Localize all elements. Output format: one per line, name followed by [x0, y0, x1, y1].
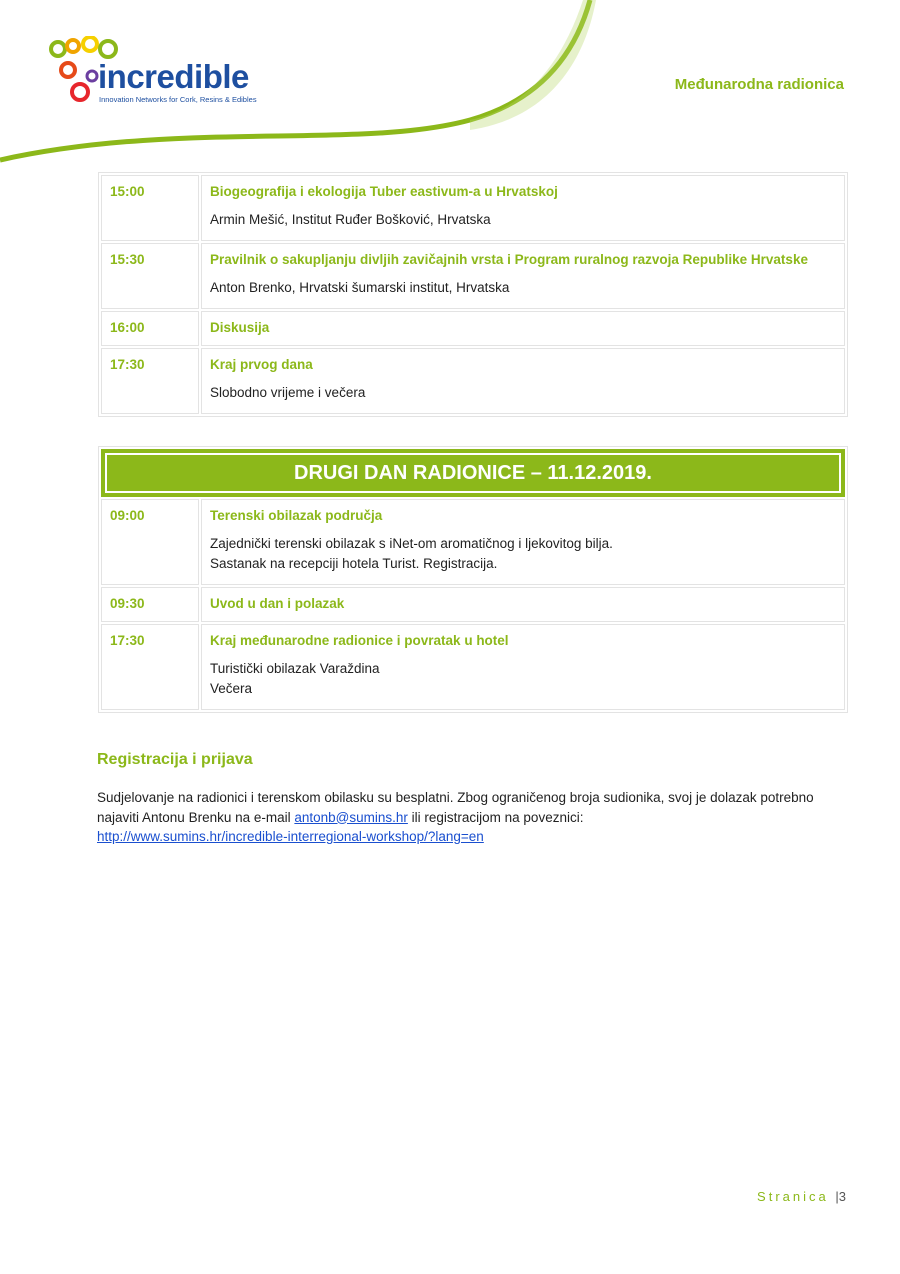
schedule-detail-line: Armin Mešić, Institut Ruđer Bošković, Hrvatska	[210, 212, 491, 227]
schedule-details	[210, 278, 836, 298]
schedule-row	[101, 311, 845, 346]
schedule-time: 17:30	[101, 624, 199, 710]
registration-text	[97, 788, 817, 847]
schedule-description	[201, 624, 845, 710]
registration-link[interactable]: http://www.sumins.hr/incredible-interregional-workshop/?lang=en	[97, 829, 484, 844]
schedule-time: 15:00	[101, 175, 199, 241]
day2-banner-row	[101, 449, 845, 497]
schedule-title: Uvod u dan i polazak	[210, 596, 345, 611]
registration-heading: Registracija i prijava	[97, 751, 253, 768]
schedule-details	[210, 210, 836, 230]
schedule-title: Pravilnik o sakupljanju divljih zavičajnih vrsta i Program ruralnog razvoja Republike Hrvatske	[210, 252, 808, 267]
registration-text-part2: ili registracijom na poveznici:	[407, 809, 584, 825]
page-footer	[757, 1189, 846, 1204]
page-header-title: Međunarodna radionica	[674, 76, 844, 93]
schedule-time: 15:30	[101, 243, 199, 309]
schedule-details	[210, 534, 836, 574]
schedule-time: 17:30	[101, 348, 199, 414]
schedule-title: Kraj prvog dana	[210, 357, 313, 372]
schedule-details	[210, 383, 836, 403]
schedule-row	[101, 348, 845, 414]
schedule-row	[101, 499, 845, 585]
schedule-description	[201, 311, 845, 346]
footer-separator: |	[835, 1189, 839, 1204]
schedule-details	[210, 659, 836, 699]
logo-tagline: Innovation Networks for Cork, Resins & Edibles	[99, 95, 257, 104]
schedule-title: Terenski obilazak područja	[210, 508, 383, 523]
schedule-description	[201, 587, 845, 622]
schedule-description	[201, 499, 845, 585]
day1-schedule-table	[98, 172, 848, 417]
day2-banner: DRUGI DAN RADIONICE – 11.12.2019.	[105, 453, 841, 493]
schedule-row	[101, 243, 845, 309]
schedule-detail-line: Večera	[210, 681, 253, 696]
email-link[interactable]: antonb@sumins.hr	[294, 809, 408, 825]
schedule-title: Kraj međunarodne radionice i povratak u hotel	[210, 633, 509, 648]
schedule-time: 16:00	[101, 311, 199, 346]
schedule-description	[201, 348, 845, 414]
schedule-time: 09:30	[101, 587, 199, 622]
schedule-detail-line: Anton Brenko, Hrvatski šumarski institut, Hrvatska	[210, 280, 510, 295]
schedule-title: Diskusija	[210, 320, 270, 335]
schedule-description	[201, 243, 845, 309]
schedule-title: Biogeografija i ekologija Tuber eastivum-a u Hrvatskoj	[210, 184, 558, 199]
footer-label: Stranica	[757, 1189, 829, 1204]
schedule-time: 09:00	[101, 499, 199, 585]
schedule-detail-line: Slobodno vrijeme i večera	[210, 385, 366, 400]
schedule-detail-line: Turistički obilazak Varaždina	[210, 661, 380, 676]
schedule-detail-line: Sastanak na recepciji hotela Turist. Registracija.	[210, 556, 498, 571]
schedule-row	[101, 624, 845, 710]
day2-schedule-table	[98, 446, 848, 713]
schedule-description	[201, 175, 845, 241]
registration-text-part1: Sudjelovanje na radionici i terenskom obilasku su besplatni. Zbog ograničenog broja sudionika, svoj je dolazak potrebno najaviti Antonu Brenku na e-mail	[97, 790, 814, 825]
logo-wordmark: incredible	[98, 58, 249, 95]
schedule-detail-line: Zajednički terenski obilazak s iNet-om aromatičnog i ljekovitog bilja.	[210, 536, 613, 551]
schedule-row	[101, 175, 845, 241]
page-number: 3	[838, 1189, 846, 1204]
schedule-row	[101, 587, 845, 622]
